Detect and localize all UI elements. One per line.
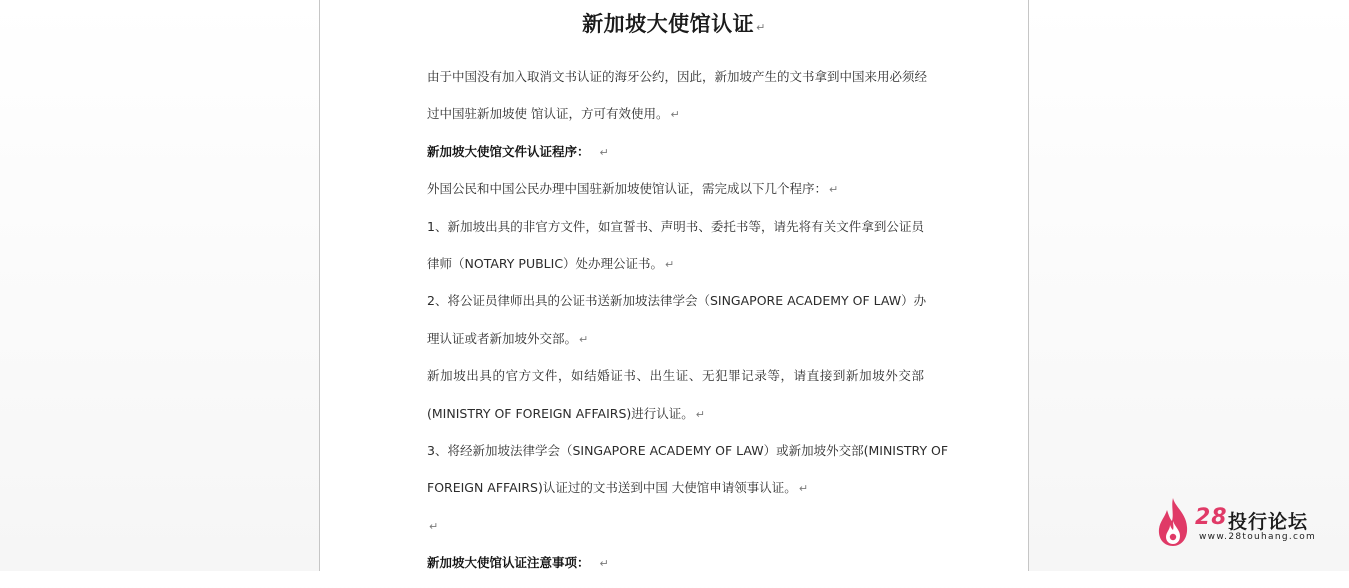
site-watermark-logo xyxy=(1155,497,1325,547)
paragraph-mark-icon: ↵ xyxy=(599,145,609,159)
logo-number: 28 xyxy=(1195,505,1228,530)
document-page xyxy=(319,0,1029,571)
section-heading xyxy=(427,140,924,177)
logo-name: 投行论坛 xyxy=(1228,511,1309,533)
paragraph-mark-icon: ↵ xyxy=(665,257,675,271)
line-text: 由于中国没有加入取消文书认证的海牙公约，因此，新加坡产生的文书拿到中国来用必须经 xyxy=(427,69,928,84)
paragraph-mark-icon: ↵ xyxy=(756,21,766,34)
paragraph-mark-icon: ↵ xyxy=(579,332,589,346)
paragraph-mark-icon: ↵ xyxy=(829,183,839,197)
paragraph-line xyxy=(427,102,924,139)
line-text: 3、将经新加坡法律学会（SINGAPORE ACADEMY OF LAW）或新加坡外交部(MINISTRY OF xyxy=(427,442,949,458)
paragraph-line xyxy=(427,476,924,513)
line-text: 2、将公证员律师出具的公证书送新加坡法律学会（SINGAPORE ACADEMY OF LAW）办 xyxy=(427,293,927,309)
paragraph-line xyxy=(427,514,924,551)
paragraph-mark-icon: ↵ xyxy=(429,519,439,533)
paragraph-line xyxy=(427,177,924,214)
line-text: 1、新加坡出具的非官方文件，如宣誓书、声明书、委托书等，请先将有关文件拿到公证员 xyxy=(427,218,924,234)
paragraph-mark-icon: ↵ xyxy=(798,482,809,496)
paragraph-line xyxy=(427,215,924,252)
paragraph-line xyxy=(427,364,924,401)
logo-url: www.28touhang.com xyxy=(1199,532,1317,542)
flame-logo-icon xyxy=(1155,497,1191,547)
document-title: 新加坡大使馆认证 ↵ xyxy=(582,12,766,36)
line-text: 新加坡大使馆认证注意事项： xyxy=(427,555,590,571)
paragraph-mark-icon: ↵ xyxy=(695,407,705,421)
line-text: (MINISTRY OF FOREIGN AFFAIRS)进行认证。 xyxy=(427,405,694,421)
paragraph-line xyxy=(427,327,924,364)
paragraph-mark-icon: ↵ xyxy=(599,557,609,571)
paragraph-line xyxy=(427,65,928,102)
document-body xyxy=(427,65,949,588)
paragraph-line xyxy=(427,402,924,439)
line-text: FOREIGN AFFAIRS)认证过的文书送到中国 大使馆申请领事认证。 xyxy=(427,480,797,496)
line-text: 外国公民和中国公民办理中国驻新加坡使馆认证，需完成以下几个程序： xyxy=(427,181,828,197)
line-text: 过中国驻新加坡使 馆认证，方可有效使用。 xyxy=(427,106,669,122)
paragraph-line xyxy=(427,289,927,326)
paragraph-line xyxy=(427,439,949,476)
paragraph-line xyxy=(427,252,924,289)
section-heading xyxy=(427,551,924,588)
line-text: 新加坡出具的官方文件，如结婚证书、出生证、无犯罪记录等，请直接到新加坡外交部 xyxy=(427,368,924,384)
line-text: 律师（NOTARY PUBLIC）处办理公证书。 xyxy=(427,255,664,271)
line-text: 新加坡大使馆文件认证程序： xyxy=(427,143,590,159)
paragraph-mark-icon: ↵ xyxy=(670,108,680,122)
line-text: 理认证或者新加坡外交部。 xyxy=(427,330,578,346)
